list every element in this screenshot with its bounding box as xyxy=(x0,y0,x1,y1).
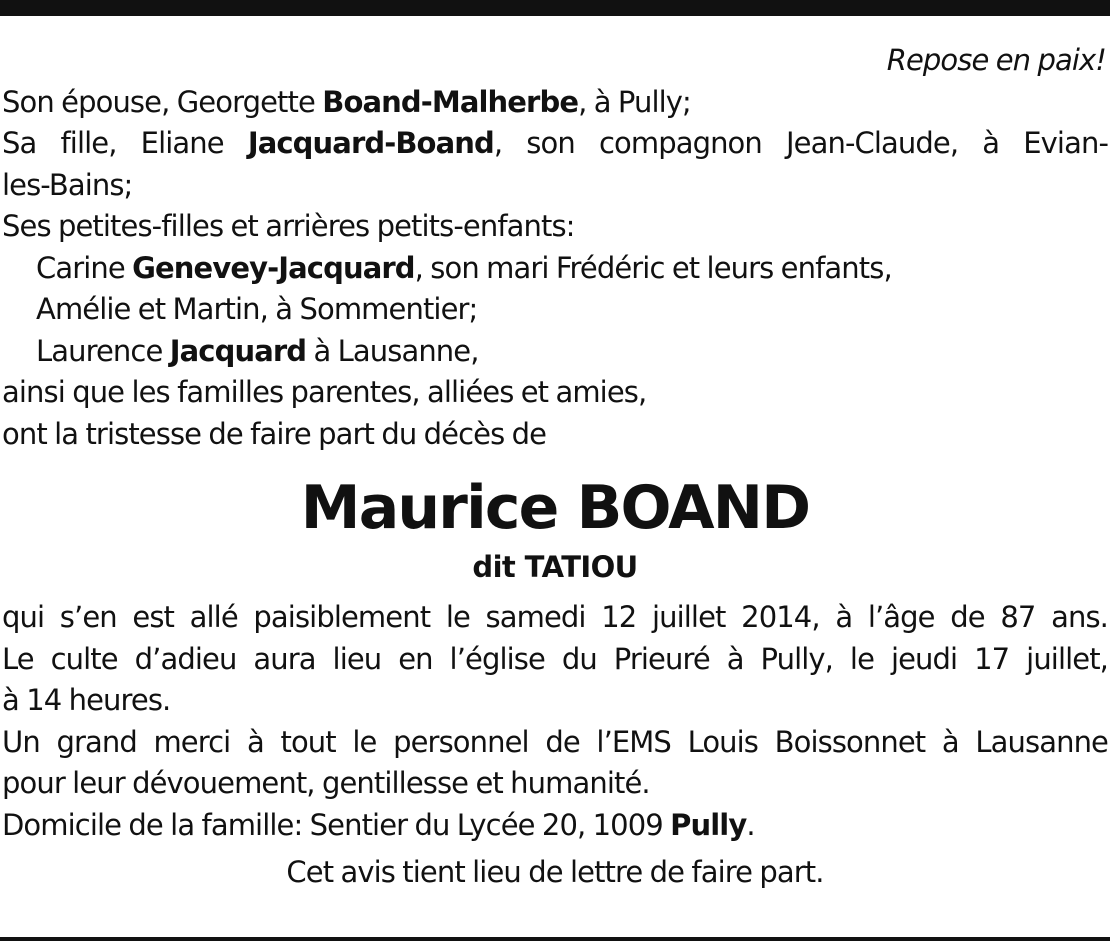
service-line: Le culte d’adieu aura lieu en l’église du Prieuré à Pully, le jeudi 17 juillet, xyxy=(2,641,1108,676)
daughter-name: Jacquard-Boand xyxy=(247,126,494,160)
domicile-line xyxy=(2,805,1108,847)
grandchildren-intro: Ses petites-filles et arrières petits-enfants: xyxy=(2,209,575,243)
grandchild-laurence-suffix: à Lausanne, xyxy=(306,333,479,368)
announcement-line: ont la tristesse de faire part du décès de xyxy=(2,416,547,451)
top-border-rule xyxy=(0,0,1110,16)
service-time-line: à 14 heures. xyxy=(2,683,171,717)
grandchild-laurence-name: Jacquard xyxy=(169,333,307,368)
daughter-line xyxy=(2,123,1108,165)
bottom-border-rule xyxy=(0,937,1110,941)
notice-body xyxy=(2,40,1108,894)
closing-notice: Cet avis tient lieu de lettre de faire part. xyxy=(286,855,824,889)
relatives-line: ainsi que les familles parentes, alliées et amies, xyxy=(2,375,647,409)
thanks-line-continued: pour leur dévouement, gentillesse et humanité. xyxy=(2,766,650,800)
domicile-prefix: Domicile de la famille: Sentier du Lycée 20, 1009 xyxy=(2,807,671,842)
daughter-suffix: , son compagnon Jean-Claude, à Evian- xyxy=(493,126,1109,160)
domicile-town: Pully xyxy=(670,807,747,842)
grandchild-laurence-line xyxy=(2,331,1108,373)
daughter-prefix: Sa fille, Eliane xyxy=(2,126,248,160)
spouse-prefix: Son épouse, Georgette xyxy=(2,84,323,119)
thanks-line: Un grand merci à tout le personnel de l’EMS Louis Boissonnet à Lausanne xyxy=(2,724,1108,759)
passing-line: qui s’en est allé paisiblement le samedi 12 juillet 2014, à l’âge de 87 ans. xyxy=(2,600,1108,634)
grandchild-carine-suffix: , son mari Frédéric et leurs enfants, xyxy=(414,250,892,285)
domicile-suffix: . xyxy=(746,807,755,842)
great-grandchildren-line: Amélie et Martin, à Sommentier; xyxy=(36,292,478,326)
grandchild-carine-line xyxy=(2,248,1108,290)
grandchild-carine-prefix: Carine xyxy=(36,250,133,285)
epigraph: Repose en paix! xyxy=(886,43,1106,77)
spouse-line xyxy=(2,82,1108,124)
grandchild-carine-name: Genevey-Jacquard xyxy=(132,250,415,285)
deceased-nickname: dit TATIOU xyxy=(472,550,638,584)
spouse-suffix: , à Pully; xyxy=(578,84,691,119)
daughter-line-continued: les-Bains; xyxy=(2,167,133,202)
deceased-name: Maurice BOAND xyxy=(300,473,810,543)
grandchild-laurence-prefix: Laurence xyxy=(36,333,170,368)
spouse-name: Boand-Malherbe xyxy=(322,84,579,119)
deceased-block xyxy=(2,469,1108,587)
